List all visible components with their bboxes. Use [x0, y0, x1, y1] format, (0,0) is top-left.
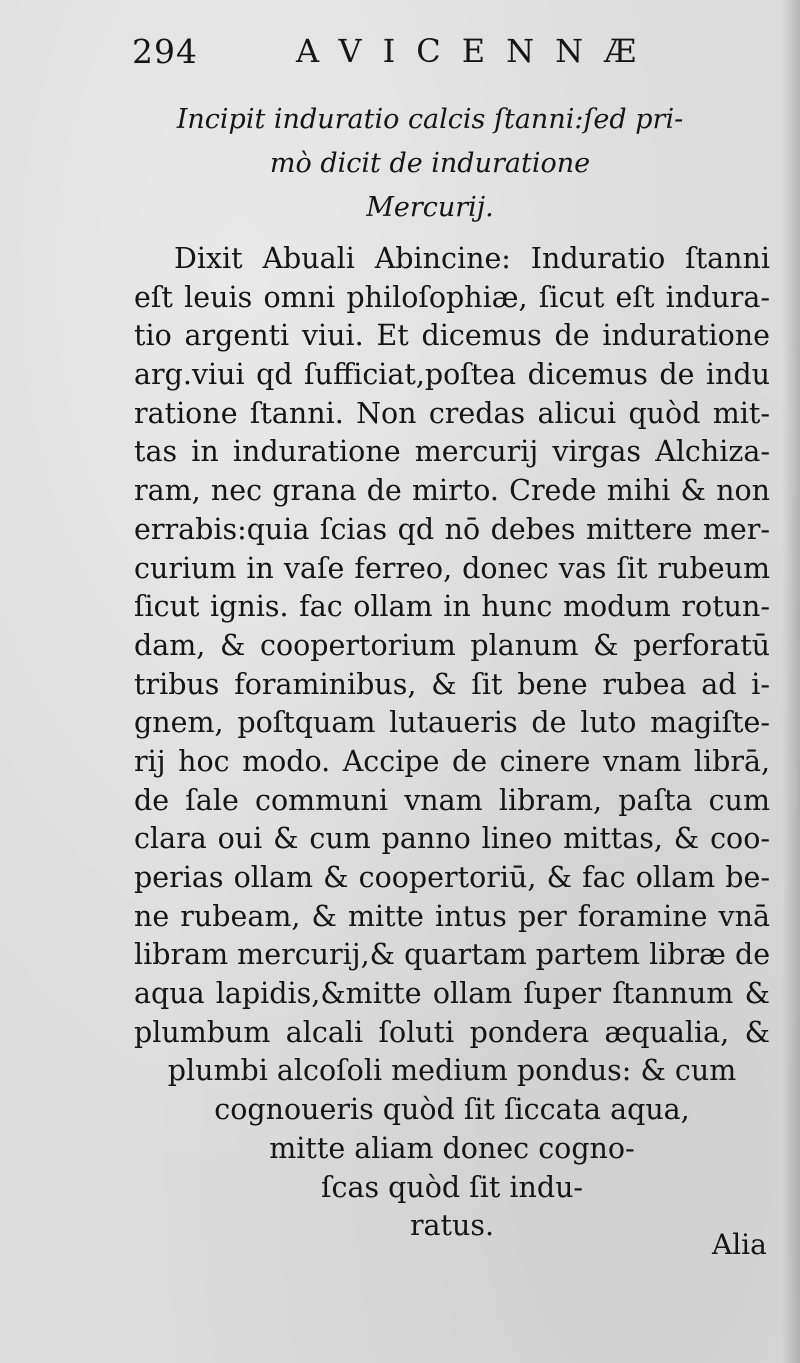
- text-line: ratus.: [409, 1209, 495, 1243]
- text-line: gnem, poſtquam lutaueris de luto magiſte-: [134, 706, 770, 740]
- heading-line: Mercurij.: [366, 192, 494, 223]
- text-line: aqua lapidis,&mitte ollam ſuper ſtannum &: [134, 977, 770, 1011]
- body-text: [134, 240, 770, 1246]
- text-line: rij hoc modo. Accipe de cinere vnam librā,: [134, 744, 770, 778]
- text-line: eſt leuis omni philoſophiæ, ſicut eſt indura-: [134, 280, 770, 314]
- text-line: cognoueris quòd ſit ſiccata aqua,: [214, 1093, 690, 1127]
- running-title: AVICENNÆ: [296, 32, 658, 70]
- text-line: plumbi alcoſoli medium pondus: & cum: [167, 1054, 737, 1088]
- text-line: tio argenti viui. Et dicemus de induratione: [134, 319, 770, 353]
- text-line: arg.viui qd ſufficiat,poſtea dicemus de indu: [134, 358, 770, 392]
- text-line: libram mercurij,& quartam partem libræ de: [134, 938, 770, 972]
- text-line: de ſale communi vnam libram, paſta cum: [134, 783, 770, 817]
- text-line: ratione ſtanni. Non credas alicui quòd mit-: [134, 396, 770, 430]
- text-line: clara oui & cum panno lineo mittas, & coo-: [134, 822, 770, 856]
- text-line: ſicut ignis. fac ollam in hunc modum rotun-: [134, 590, 770, 624]
- text-line: Dixit Abuali Abincine: Induratio ſtanni: [174, 242, 770, 275]
- text-line: tribus foraminibus, & ſit bene rubea ad i-: [134, 667, 770, 701]
- text-line: mitte aliam donec cogno-: [269, 1131, 635, 1165]
- text-line: errabis:quia ſcias qd nō debes mittere mer-: [134, 512, 770, 546]
- text-line: curium in vaſe ferreo, donec vas ſit rubeum: [134, 551, 770, 585]
- text-line: tas in induratione mercurij virgas Alchiza-: [134, 435, 770, 469]
- text-line: ſcas quòd ſit indu-: [320, 1170, 584, 1204]
- heading-line: mò dicit de induratione: [269, 148, 591, 179]
- heading-line: Incipit induratio calcis ſtanni:ſed pri-: [176, 104, 684, 135]
- page-header: [0, 26, 800, 76]
- page-edge-shadow: [782, 0, 800, 1363]
- text-line: ne rubeam, & mitte intus per foramine vnā: [134, 899, 770, 933]
- chapter-heading: [150, 98, 710, 230]
- text-line: plumbum alcali ſoluti pondera æqualia, &: [134, 1015, 770, 1049]
- page-number: 294: [132, 32, 198, 71]
- text-line: perias ollam & coopertoriū, & fac ollam be-: [134, 861, 770, 894]
- catchword: Alia: [712, 1228, 767, 1261]
- text-line: dam, & coopertorium planum & perforatū: [134, 628, 770, 662]
- text-line: ram, nec grana de mirto. Crede mihi & non: [134, 474, 770, 508]
